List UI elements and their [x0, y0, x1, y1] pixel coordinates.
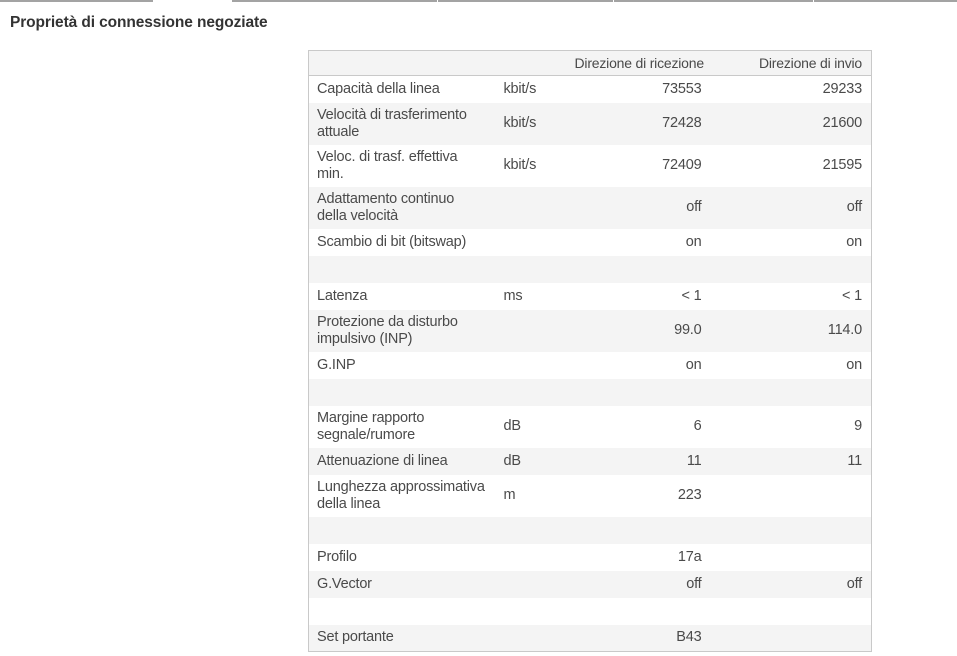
- table-row-spacer: [309, 379, 872, 406]
- cell-tx: off: [846, 199, 862, 215]
- cell-rx: [566, 598, 711, 625]
- header-unit: [496, 51, 566, 76]
- cell-label: Protezione da disturbo impulsivo (INP): [317, 313, 458, 347]
- cell-tx: [711, 379, 872, 406]
- cell-tx: off: [846, 575, 862, 592]
- cell-rx: 17a: [677, 548, 702, 565]
- cell-tx: [711, 256, 872, 283]
- cell-tx: 11: [847, 452, 862, 469]
- cell-rx: [566, 256, 711, 283]
- table-body: [309, 76, 872, 652]
- cell-label: Attenuazione di linea: [317, 452, 448, 469]
- header-direction-send: Direzione di invio: [711, 51, 872, 76]
- cell-label: Velocità di trasferimento attuale: [317, 106, 467, 140]
- cell-unit: dB: [503, 418, 521, 434]
- header-property: [309, 51, 496, 76]
- table-row: [309, 544, 872, 571]
- cell-label: G.Vector: [317, 575, 372, 592]
- tab-edge-5[interactable]: [814, 0, 957, 2]
- cell-rx: 6: [693, 418, 702, 434]
- cell-rx: 99.0: [674, 322, 702, 338]
- cell-rx: on: [685, 356, 702, 373]
- cell-rx: on: [685, 233, 702, 250]
- cell-label: Scambio di bit (bitswap): [317, 233, 467, 250]
- header-direction-receive: Direzione di ricezione: [566, 51, 711, 76]
- cell-label: Profilo: [317, 548, 357, 565]
- cell-tx: 9: [854, 418, 862, 434]
- cell-tx: 114.0: [827, 322, 862, 338]
- table-row: [309, 187, 872, 229]
- table-row: [309, 352, 872, 379]
- table-header-row: [309, 51, 872, 76]
- cell-label: G.INP: [317, 356, 356, 373]
- tab-edge-1[interactable]: [0, 0, 153, 2]
- cell-rx: [566, 379, 711, 406]
- cell-unit: [496, 379, 566, 406]
- cell-rx: < 1: [681, 287, 702, 304]
- cell-label: [309, 379, 496, 406]
- cell-rx: 73553: [662, 80, 702, 97]
- cell-rx: B43: [676, 629, 702, 646]
- cell-tx: 29233: [822, 80, 862, 97]
- tab-edge-2[interactable]: [232, 0, 437, 2]
- cell-label: Set portante: [317, 629, 394, 646]
- table-row-spacer: [309, 598, 872, 625]
- table-row: [309, 310, 872, 352]
- cell-rx: 223: [677, 487, 702, 503]
- table-row: [309, 283, 872, 310]
- cell-rx: [566, 517, 711, 544]
- table-row: [309, 145, 872, 187]
- table-row: [309, 103, 872, 145]
- cell-rx: off: [686, 575, 702, 592]
- cell-tx: on: [846, 356, 862, 373]
- cell-unit: [496, 352, 566, 379]
- table-row: [309, 76, 872, 103]
- cell-label: [309, 256, 496, 283]
- cell-tx: [711, 544, 872, 571]
- table-row: [309, 571, 872, 598]
- cell-unit: [496, 229, 566, 256]
- cell-label: [309, 598, 496, 625]
- table-row: [309, 625, 872, 652]
- cell-label: [309, 517, 496, 544]
- cell-unit: kbit/s: [503, 80, 537, 97]
- cell-rx: 72428: [662, 115, 702, 131]
- cell-label: Lunghezza approssimativa della linea: [317, 478, 485, 512]
- cell-unit: [496, 571, 566, 598]
- table-row: [309, 406, 872, 448]
- cell-rx: 11: [686, 452, 702, 469]
- tab-edge-3[interactable]: [438, 0, 613, 2]
- cell-unit: [496, 625, 566, 652]
- cell-unit: [496, 544, 566, 571]
- cell-tx: 21595: [822, 157, 862, 173]
- cell-tx: 21600: [822, 115, 862, 131]
- cell-unit: [496, 598, 566, 625]
- cell-label: Capacità della linea: [317, 80, 440, 97]
- cell-rx: off: [686, 199, 702, 215]
- cell-label: Latenza: [317, 287, 368, 304]
- cell-unit: m: [503, 487, 516, 503]
- table-row-spacer: [309, 256, 872, 283]
- table-row: [309, 475, 872, 517]
- cell-label: Margine rapporto segnale/rumore: [317, 409, 425, 443]
- cell-tx: [711, 517, 872, 544]
- cell-unit: kbit/s: [503, 115, 537, 131]
- cell-unit: [496, 517, 566, 544]
- cell-unit: kbit/s: [503, 157, 537, 173]
- table-row: [309, 448, 872, 475]
- cell-unit: ms: [503, 287, 523, 304]
- cell-tx: [711, 475, 872, 517]
- cell-tx: [711, 598, 872, 625]
- cell-rx: 72409: [662, 157, 702, 173]
- cell-unit: [496, 310, 566, 352]
- cell-tx: < 1: [842, 287, 862, 304]
- cell-tx: on: [846, 233, 862, 250]
- tab-bar: [0, 0, 957, 3]
- tab-edge-4[interactable]: [614, 0, 813, 2]
- cell-unit: [496, 187, 566, 229]
- cell-label: Veloc. di trasf. effettiva min.: [317, 148, 458, 182]
- cell-label: Adattamento continuo della velocità: [317, 190, 455, 224]
- cell-unit: [496, 256, 566, 283]
- page-title: Proprietà di connessione negoziate: [10, 14, 268, 31]
- cell-tx: [711, 625, 872, 652]
- table-row: [309, 229, 872, 256]
- table-row-spacer: [309, 517, 872, 544]
- cell-unit: dB: [503, 452, 521, 469]
- connection-properties-table: [308, 50, 872, 652]
